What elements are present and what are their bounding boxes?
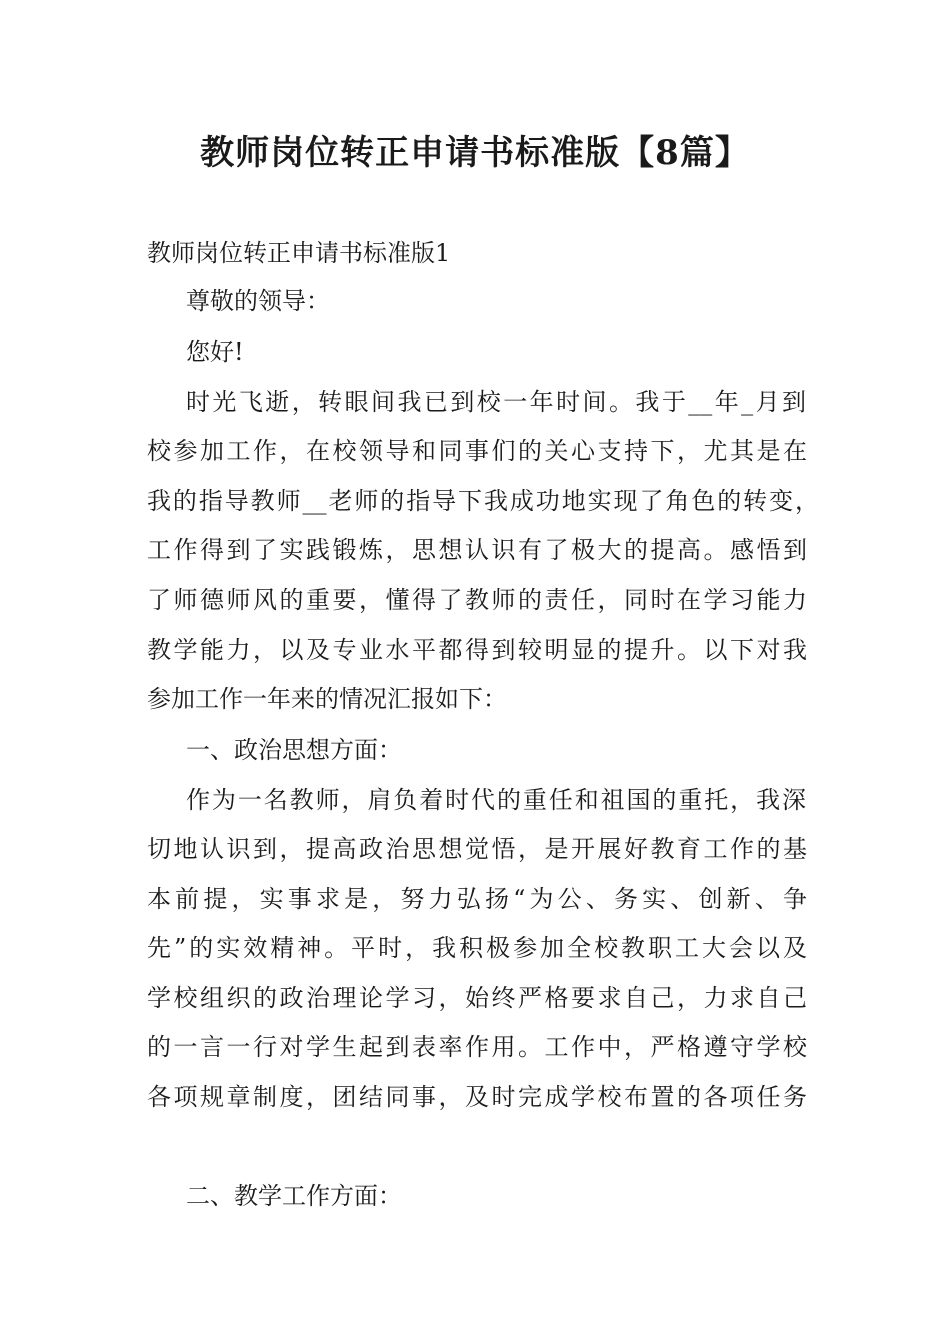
paragraph-line: 切地认识到，提高政治思想觉悟，是开展好教育工作的基 [147, 835, 807, 863]
paragraph-line: 本前提，实事求是，努力弘扬“为公、务实、创新、争 [147, 885, 807, 913]
paragraph-line: 作为一名教师，肩负着时代的重任和祖国的重托，我深 [186, 786, 806, 814]
salutation: 尊敬的领导： [186, 287, 330, 315]
section-subheading: 一、政治思想方面： [186, 736, 402, 764]
section-heading: 教师岗位转正申请书标准版1 [147, 239, 451, 267]
paragraph-line: 教学能力，以及专业水平都得到较明显的提升。以下对我 [147, 636, 807, 664]
section-subheading: 二、教学工作方面： [186, 1182, 402, 1210]
paragraph-line: 参加工作一年来的情况汇报如下： [147, 685, 507, 713]
paragraph-line: 的一言一行对学生起到表率作用。工作中，严格遵守学校 [147, 1033, 807, 1061]
paragraph-line: 校参加工作，在校领导和同事们的关心支持下，尤其是在 [147, 437, 807, 465]
paragraph-line: 先”的实效精神。平时，我积极参加全校教职工大会以及 [147, 934, 807, 962]
paragraph-line: 工作得到了实践锻炼，思想认识有了极大的提高。感悟到 [147, 536, 807, 564]
document-title: 教师岗位转正申请书标准版【8篇】 [200, 133, 750, 173]
greeting: 您好! [186, 338, 244, 366]
paragraph-line: 时光飞逝，转眼间我已到校一年时间。我于__年_月到 [186, 388, 806, 416]
paragraph-line: 了师德师风的重要，懂得了教师的责任，同时在学习能力 [147, 586, 807, 614]
paragraph-line: 学校组织的政治理论学习，始终严格要求自己，力求自己 [147, 984, 807, 1012]
paragraph-line: 我的指导教师__老师的指导下我成功地实现了角色的转变， [147, 487, 819, 515]
paragraph-line: 各项规章制度，团结同事，及时完成学校布置的各项任务 [147, 1083, 807, 1111]
